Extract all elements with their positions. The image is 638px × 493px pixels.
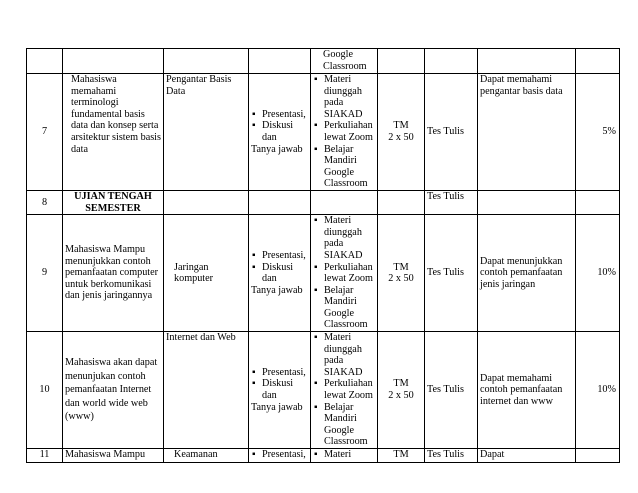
waktu-durasi: 2 x 50 (388, 131, 414, 143)
metode-item: ▪ Diskusi dan (251, 120, 308, 143)
cell-penilaian (425, 74, 478, 191)
metode-item: ▪ Presentasi, (251, 449, 308, 461)
pengalaman-item: ▪ Perkuliahan lewat Zoom (313, 378, 375, 401)
metode-item: ▪ Diskusi dan (251, 378, 308, 401)
pengalaman-text: Classroom (323, 60, 367, 72)
pengalaman-item: ▪ Materi (313, 449, 375, 461)
cell-pengalaman (311, 190, 378, 214)
cell-waktu (378, 190, 425, 214)
cell-bobot: 10% (576, 332, 620, 449)
cell-kemampuan (63, 49, 164, 74)
table-row (27, 74, 620, 191)
pengalaman-item: ▪ Perkuliahan lewat Zoom (313, 120, 375, 143)
metode-item: ▪ Presentasi, (251, 250, 308, 262)
metode-tail: Tanya jawab (251, 143, 303, 155)
rps-table-wrapper (26, 48, 620, 463)
pengalaman-list (313, 74, 375, 190)
cell-no: 10 (27, 332, 63, 449)
cell-no (27, 49, 63, 74)
cell-kemampuan (63, 74, 164, 191)
cell-materi: Pengantar Basis Data (164, 74, 249, 191)
cell-materi (164, 190, 249, 214)
pengalaman-list (313, 215, 375, 331)
waktu-tm: TM (393, 261, 409, 273)
cell-metode (249, 49, 311, 74)
waktu-tm: TM (393, 378, 409, 390)
pengalaman-item: ▪ Materi diunggah pada SIAKAD (313, 332, 375, 378)
cell-no: 9 (27, 215, 63, 332)
cell-no: 8 (27, 190, 63, 214)
cell-materi (164, 215, 249, 332)
penilaian-text: Tes Tulis (427, 126, 464, 138)
pengalaman-item: ▪ Belajar Mandiri Google Classroom (313, 144, 375, 190)
waktu-durasi: 2 x 50 (388, 273, 414, 285)
cell-indikator (478, 190, 576, 214)
cell-indikator: Dapat memahami pengantar basis data (478, 74, 576, 191)
cell-penilaian (425, 215, 478, 332)
cell-pengalaman (311, 449, 378, 463)
cell-penilaian (425, 49, 478, 74)
waktu-durasi: 2 x 50 (388, 390, 414, 402)
materi-text: Jaringan komputer (174, 261, 214, 285)
cell-waktu (378, 332, 425, 449)
table-row (27, 332, 620, 449)
penilaian-text: Tes Tulis (427, 384, 464, 396)
cell-penilaian: Tes Tulis (425, 190, 478, 214)
cell-bobot: 5% (576, 74, 620, 191)
cell-metode (249, 449, 311, 463)
cell-bobot (576, 449, 620, 463)
table-row (27, 215, 620, 332)
materi-text: Keamanan (174, 449, 218, 460)
cell-no: 7 (27, 74, 63, 191)
pengalaman-item: ▪ Materi diunggah pada SIAKAD (313, 74, 375, 120)
cell-metode (249, 74, 311, 191)
cell-materi: Internet dan Web (164, 332, 249, 449)
rps-table (26, 48, 620, 463)
metode-list (251, 367, 308, 402)
cell-pengalaman (311, 74, 378, 191)
cell-waktu (378, 215, 425, 332)
cell-indikator (478, 215, 576, 332)
metode-list (251, 250, 308, 285)
penilaian-text: Tes Tulis (427, 267, 464, 279)
metode-item: ▪ Diskusi dan (251, 262, 308, 285)
metode-item: ▪ Presentasi, (251, 367, 308, 379)
cell-pengalaman (311, 215, 378, 332)
metode-item: ▪ Presentasi, (251, 109, 308, 121)
cell-waktu (378, 49, 425, 74)
cell-kemampuan (63, 215, 164, 332)
waktu-tm: TM (393, 120, 409, 132)
cell-metode (249, 215, 311, 332)
cell-waktu (378, 449, 425, 463)
cell-bobot (576, 49, 620, 74)
cell-indikator (478, 332, 576, 449)
cell-metode (249, 332, 311, 449)
cell-bobot: 10% (576, 215, 620, 332)
cell-waktu (378, 74, 425, 191)
cell-kemampuan (63, 332, 164, 449)
pengalaman-item: ▪ Belajar Mandiri Google Classroom (313, 402, 375, 448)
indikator-text: Dapat memahami contoh pemanfaatan internet dan www (480, 372, 563, 407)
cell-pengalaman (311, 332, 378, 449)
pengalaman-text: Google (323, 49, 353, 60)
waktu-tm: TM (393, 449, 409, 460)
pengalaman-list (313, 449, 375, 461)
cell-no: 11 (27, 449, 63, 463)
cell-uts-label: UJIAN TENGAH SEMESTER (63, 190, 164, 214)
pengalaman-item: ▪ Materi diunggah pada SIAKAD (313, 215, 375, 261)
table-row (27, 49, 620, 74)
metode-list (251, 449, 308, 461)
kemampuan-text: Mahasiswa Mampu menunjukkan contoh pemanfaatan computer untuk berkomunikasi dan jenis jaringannya (65, 244, 159, 302)
cell-penilaian: Tes Tulis (425, 449, 478, 463)
table-row (27, 449, 620, 463)
metode-tail: Tanya jawab (251, 284, 303, 296)
cell-penilaian (425, 332, 478, 449)
cell-indikator: Dapat (478, 449, 576, 463)
table-row (27, 190, 620, 214)
cell-materi (164, 49, 249, 74)
metode-tail: Tanya jawab (251, 401, 303, 413)
indikator-text: Dapat menunjukkan contoh pemanfaatan jenis jaringan (480, 255, 563, 290)
pengalaman-item: ▪ Belajar Mandiri Google Classroom (313, 285, 375, 331)
cell-metode (249, 190, 311, 214)
pengalaman-list (313, 332, 375, 448)
cell-materi (164, 449, 249, 463)
cell-indikator (478, 49, 576, 74)
cell-pengalaman (311, 49, 378, 74)
cell-kemampuan: Mahasiswa Mampu (63, 449, 164, 463)
cell-bobot (576, 190, 620, 214)
metode-list (251, 109, 308, 144)
kemampuan-text: Mahasiswa akan dapat menunjukan contoh pemanfaatan Internet dan world wide web (www) (65, 357, 158, 423)
pengalaman-item: ▪ Perkuliahan lewat Zoom (313, 262, 375, 285)
kemampuan-text: Mahasiswa memahami terminologi fundamental basis data dan konsep serta arsitektur sistem basis data (71, 74, 161, 155)
